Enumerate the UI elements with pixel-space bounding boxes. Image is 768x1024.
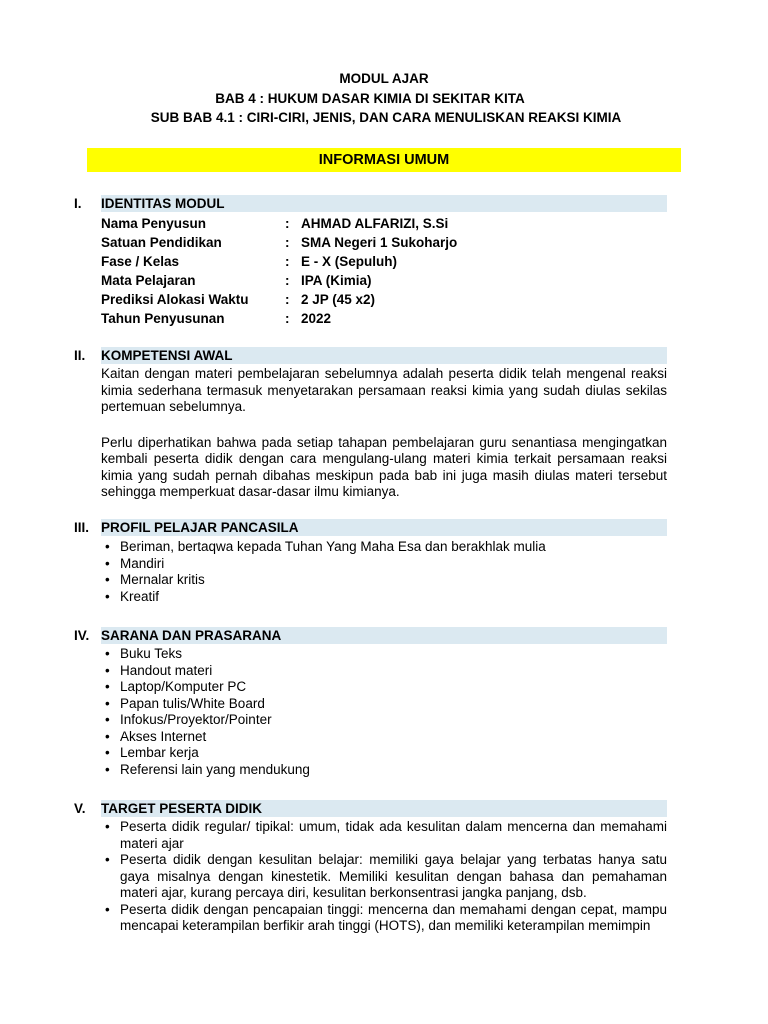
identitas-value: E - X (Sepuluh) — [301, 254, 397, 269]
list-item-text: Lembar kerja — [120, 745, 199, 760]
identitas-separator: : — [285, 216, 290, 231]
list-item — [101, 902, 667, 935]
module-title: MODUL AJAR — [339, 71, 429, 86]
list-item-text: Mandiri — [120, 555, 165, 571]
list-item — [101, 729, 667, 746]
section-heading — [74, 347, 667, 364]
identitas-row — [74, 290, 667, 309]
list-item — [101, 819, 667, 852]
section-target — [74, 800, 667, 935]
sarana-list — [101, 646, 667, 778]
list-item — [101, 663, 667, 680]
bullet-icon: • — [105, 646, 110, 661]
list-item — [101, 679, 667, 696]
list-item — [101, 589, 667, 606]
identitas-label: Satuan Pendidikan — [101, 235, 222, 250]
identitas-label: Nama Penyusun — [101, 216, 207, 231]
list-item — [101, 852, 667, 902]
section-title: TARGET PESERTA DIDIK — [101, 801, 263, 816]
section-title-bar — [101, 519, 667, 536]
identitas-value: 2022 — [301, 311, 332, 326]
identitas-label: Mata Pelajaran — [101, 273, 196, 288]
bullet-icon: • — [105, 819, 110, 834]
chapter-title: BAB 4 : HUKUM DASAR KIMIA DI SEKITAR KITA — [215, 91, 525, 106]
list-item-text: Kreatif — [120, 588, 160, 604]
bullet-icon: • — [105, 712, 110, 727]
identitas-label: Fase / Kelas — [101, 254, 180, 269]
section-title-bar — [101, 800, 667, 817]
identitas-separator: : — [285, 273, 290, 288]
bullet-icon: • — [105, 745, 110, 760]
identitas-label: Tahun Penyusunan — [101, 311, 225, 326]
kompetensi-paragraph-1: Kaitan dengan materi pembelajaran sebelumnya adalah peserta didik telah mengenal reaksi kimia sederhana termasuk menyetarakan persamaan reaksi kimia yang sudah diulas sekilas pertemuan sebelumnya. — [101, 366, 667, 414]
section-profil — [74, 519, 667, 605]
list-item — [101, 762, 667, 779]
identitas-value: AHMAD ALFARIZI, S.Si — [301, 216, 449, 231]
identitas-value: 2 JP (45 x2) — [301, 292, 376, 307]
bullet-icon: • — [105, 901, 110, 917]
list-item — [101, 572, 667, 589]
section-number: II. — [74, 348, 86, 363]
info-umum-banner: INFORMASI UMUM — [87, 148, 681, 172]
bullet-icon: • — [105, 695, 110, 711]
list-item-text: Papan tulis/White Board — [120, 695, 265, 711]
list-item — [101, 745, 667, 762]
list-item-text: Laptop/Komputer PC — [120, 679, 247, 694]
bullet-icon: • — [105, 539, 110, 554]
identitas-row — [74, 214, 667, 233]
bullet-icon: • — [105, 761, 110, 777]
section-identitas — [74, 195, 667, 328]
section-title-bar — [101, 627, 667, 644]
list-item — [101, 712, 667, 729]
section-number: III. — [74, 520, 90, 535]
bullet-icon: • — [105, 728, 110, 744]
list-item-text: Peserta didik dengan kesulitan belajar: memiliki gaya belajar yang terbatas hanya satu gaya misalnya dengan kinestetik. Memiliki kesulitan dengan bahasa dan pemahaman materi ajar, kurang percaya diri, kesulitan berkonsentrasi jangka panjang, dsb. — [120, 852, 667, 900]
identitas-table — [74, 214, 667, 328]
target-list — [101, 819, 667, 935]
list-item-text: Infokus/Proyektor/Pointer — [120, 712, 272, 727]
section-heading — [74, 800, 667, 817]
identitas-separator: : — [285, 311, 290, 326]
kompetensi-paragraph-2: Perlu diperhatikan bahwa pada setiap tahapan pembelajaran guru senantiasa mengingatkan kembali peserta didik dengan cara mengulang-ulang materi kimia terkait persamaan reaksi kimia yang sudah pernah dibahas meskipun pada bab ini juga masih diulas materi tersebut sehingga memperkuat dasar-dasar ilmu kimianya. — [101, 434, 667, 499]
section-number: I. — [74, 196, 82, 211]
list-item — [101, 556, 667, 573]
list-item-text: Buku Teks — [120, 646, 183, 661]
identitas-row — [74, 271, 667, 290]
identitas-value: SMA Negeri 1 Sukoharjo — [301, 235, 458, 250]
section-heading — [74, 195, 667, 212]
section-title: SARANA DAN PRASARANA — [101, 628, 282, 643]
list-item-text: Peserta didik dengan pencapaian tinggi: mencerna dan memahami dengan cepat, mampu mencapai keterampilan berfikir arah tinggi (HOTS), dan memiliki keterampilan memimpin — [120, 901, 667, 933]
identitas-separator: : — [285, 235, 290, 250]
list-item — [101, 539, 667, 556]
list-item-text: Peserta didik regular/ tipikal: umum, tidak ada kesulitan dalam mencerna dan memahami materi ajar — [120, 819, 667, 851]
identitas-row — [74, 233, 667, 252]
list-item-text: Akses Internet — [120, 728, 207, 744]
bullet-icon: • — [105, 572, 110, 587]
list-item-text: Referensi lain yang mendukung — [120, 761, 310, 777]
profil-list — [101, 539, 667, 605]
section-heading — [74, 627, 667, 644]
section-title: KOMPETENSI AWAL — [101, 348, 233, 363]
section-title-bar — [101, 195, 667, 212]
list-item-text: Mernalar kritis — [120, 572, 205, 587]
identitas-row — [74, 252, 667, 271]
bullet-icon: • — [105, 588, 110, 604]
section-number: IV. — [74, 628, 90, 643]
subchapter-title: SUB BAB 4.1 : CIRI-CIRI, JENIS, DAN CARA MENULISKAN REAKSI KIMIA — [150, 110, 622, 125]
identitas-separator: : — [285, 292, 290, 307]
bullet-icon: • — [105, 852, 110, 867]
identitas-row — [74, 309, 667, 328]
bullet-icon: • — [105, 662, 110, 678]
section-kompetensi — [74, 347, 667, 501]
identitas-separator: : — [285, 254, 290, 269]
list-item — [101, 696, 667, 713]
list-item — [101, 646, 667, 663]
bullet-icon: • — [105, 555, 110, 571]
section-number: V. — [74, 801, 86, 816]
section-heading — [74, 519, 667, 536]
list-item-text: Handout materi — [120, 662, 213, 678]
section-sarana — [74, 627, 667, 778]
section-title: IDENTITAS MODUL — [101, 196, 225, 211]
identitas-value: IPA (Kimia) — [301, 273, 372, 288]
bullet-icon: • — [105, 679, 110, 694]
list-item-text: Beriman, bertaqwa kepada Tuhan Yang Maha Esa dan berakhlak mulia — [120, 539, 546, 554]
section-title: PROFIL PELAJAR PANCASILA — [101, 520, 299, 535]
identitas-label: Prediksi Alokasi Waktu — [101, 292, 249, 307]
section-title-bar — [101, 347, 667, 364]
